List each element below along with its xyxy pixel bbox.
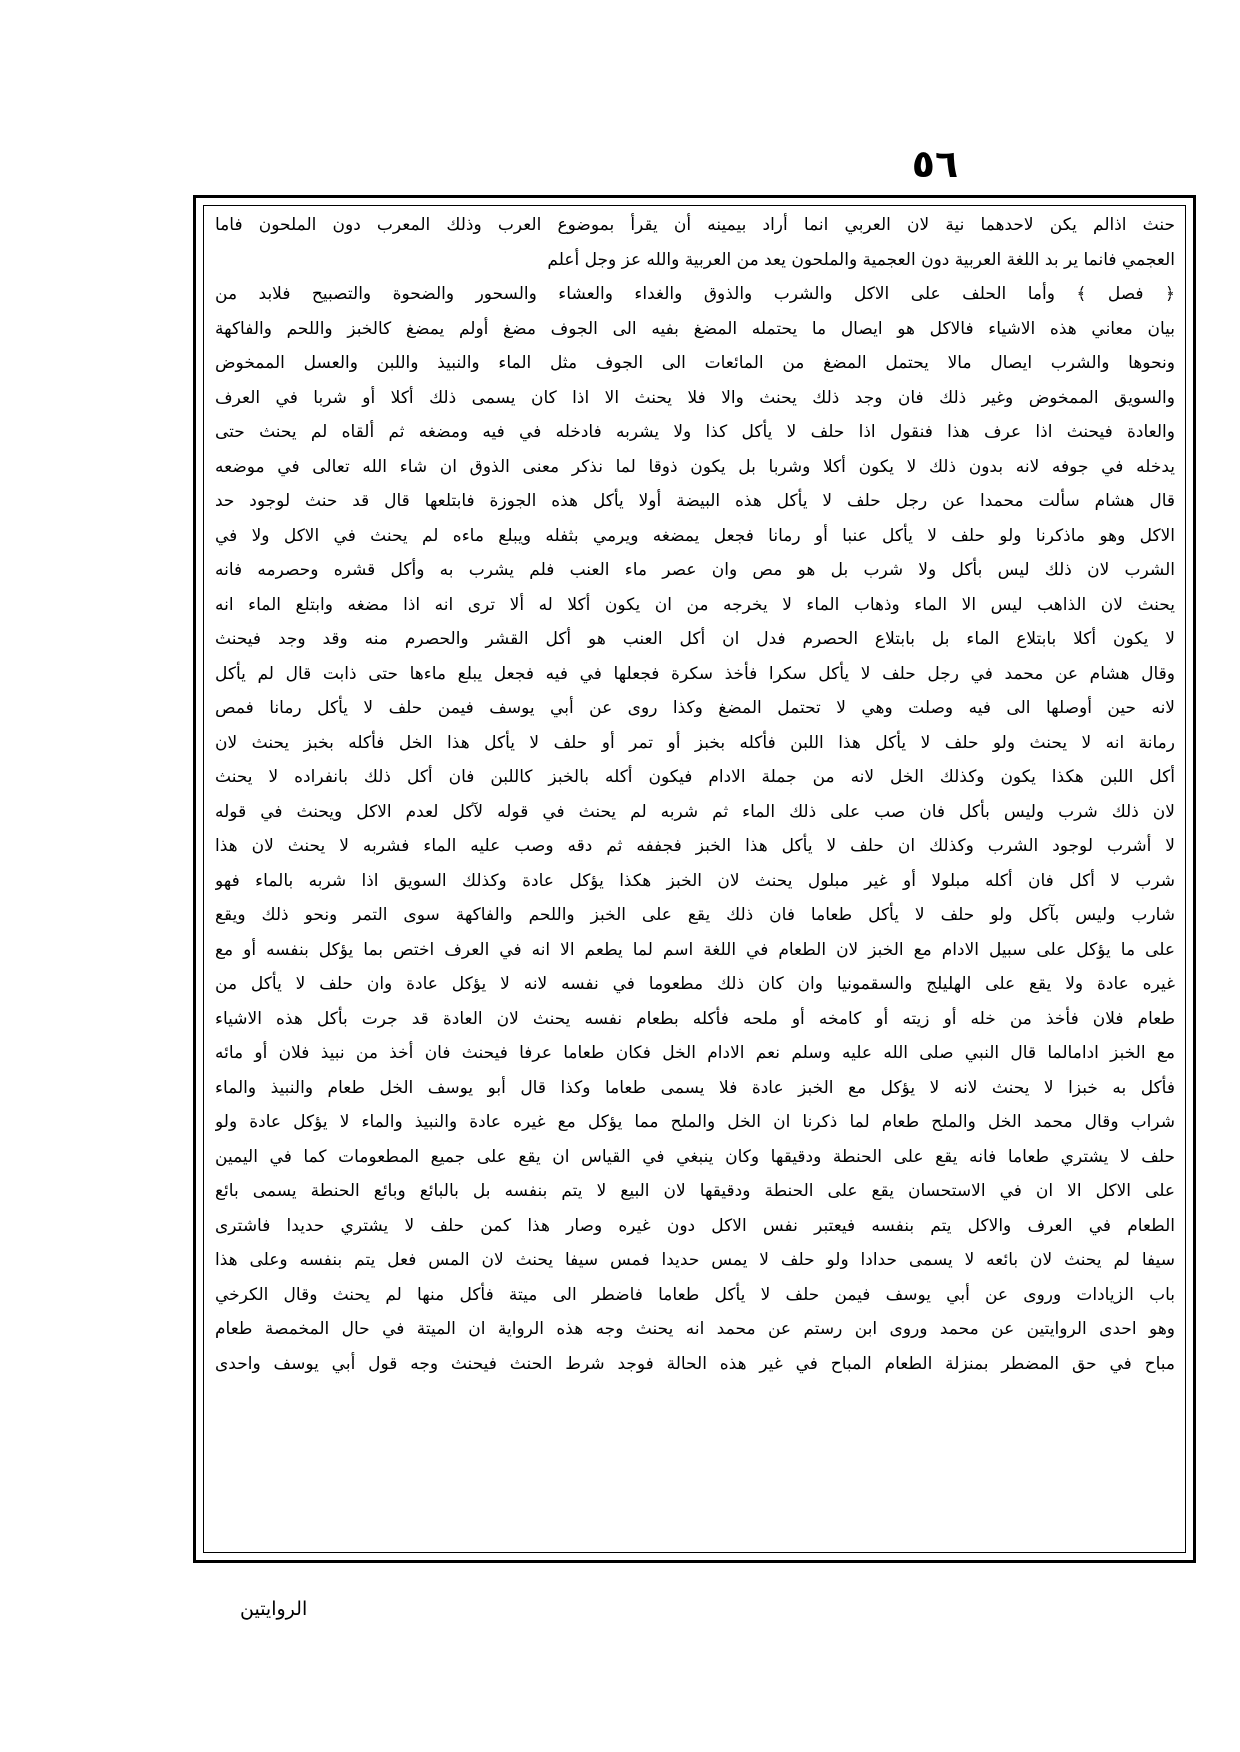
text-line: سيفا لم يحنث لان بائعه لا يسمى حدادا ولو حلف لا يمس حديدا فمس سيفا يحنث لان المس فعل يتم بنفسه وعلى هذا [215, 1250, 1175, 1270]
text-line: مع الخبز ادامالما قال النبي صلى الله عليه وسلم نعم الادام الخل فكان طعاما عرفا فيحنث فان أخذ من نبيذ فلان أو مائه [215, 1043, 1175, 1063]
catchword: الروايتين [240, 1598, 308, 1620]
text-line: يحنث لان الذاهب ليس الا الماء وذهاب الماء لا يخرجه من ان يكون أكلا له ألا ترى انه اذا مضغه وابتلع الماء انه [215, 594, 1175, 615]
text-line: شرب لا أكل فان أكله مبلولا أو غير مبلول يحنث لان الخبز هكذا يؤكل عادة وكذلك السويق اذا شربه بالماء فهو [215, 870, 1175, 891]
text-line: ونحوها والشرب ايصال مالا يحتمل المضغ من المائعات الى الجوف مثل الماء والنبيذ واللبن والعسل الممخوض [215, 353, 1175, 373]
text-line: الاكل وهو ماذكرنا ولو حلف لا يأكل عنبا أو رمانا فجعل يمضغه ويرمي بثفله ويبلع ماءه لم يحنث في الاكل ولا في [215, 525, 1175, 546]
text-line: فأكل به خبزا لا يحنث لانه لا يؤكل مع الخبز عادة فلا يسمى طعاما وكذا قال أبو يوسف الخل طعام والنبيذ والماء [215, 1077, 1175, 1098]
text-line: وقال هشام عن محمد في رجل حلف لا يأكل سكرا فأخذ سكرة فجعلها في فيه فجعل يبلع ماءها حتى ذابت قال لم يأكل [215, 663, 1175, 684]
text-line: طعام فلان فأخذ من خله أو زيته أو كامخه أو ملحه فأكله بطعام نفسه يحنث لان العادة قد جرت بأكل هذه الاشياء [215, 1008, 1175, 1029]
text-line: يدخله في جوفه لانه بدون ذلك لا يكون أكلا وشربا بل يكون ذوقا لما نذكر معنى الذوق ان شاء الله تعالى في موضعه [215, 456, 1175, 477]
text-line: شراب وقال محمد الخل والملح طعام لما ذكرنا ان الخل والملح مما يؤكل مع غيره عادة والنبيذ والماء لا يؤكل عادة ولو [215, 1112, 1175, 1132]
text-line: والعادة فيحنث اذا عرف هذا فنقول اذا حلف لا يأكل كذا ولا يشربه فادخله في فيه ومضغه ثم ألقاه لم يحنث حتى [215, 422, 1175, 442]
text-line: على ما يؤكل على سبيل الادام مع الخبز لان الطعام في اللغة اسم لما يطعم الا انه في العرف اختص بما يؤكل بنفسه أو مع [215, 939, 1175, 960]
text-line: رمانة انه لا يحنث ولو حلف لا يأكل هذا اللبن فأكله بخبز أو تمر أو حلف لا يأكل هذا الخل فأكله بخبز يحنث لان [215, 732, 1175, 753]
text-line: ﴿ فصل ﴾ وأما الحلف على الاكل والشرب والذوق والغداء والعشاء والسحور والضحوة والتصبيح فلابد من [215, 284, 1175, 304]
text-line: لا يكون أكلا بابتلاع الماء بل بابتلاع الحصرم فدل ان أكل العنب هو أكل القشر والحصرم منه وقد وجد فيحنث [215, 629, 1175, 649]
text-line: الطعام في العرف والاكل يتم بنفسه فيعتبر نفس الاكل دون غيره وصار هذا كمن حلف لا يشتري حديدا فاشترى [215, 1215, 1175, 1236]
text-line: لان ذلك شرب وليس بأكل فان صب على ذلك الماء ثم شربه لم يحنث في قوله لآكل لعدم الاكل ويحنث في قوله [215, 801, 1175, 822]
text-line: الشرب لان ذلك ليس بأكل ولا شرب بل هو مص وان عصر ماء العنب فلم يشرب به وأكل قشره وحصرمه فانه [215, 560, 1175, 580]
text-line: شارب وليس بآكل ولو حلف لا يأكل طعاما فان ذلك يقع على الخبز واللحم والفاكهة سوى التمر ونحو ذلك ويقع [215, 905, 1175, 925]
body-text [215, 208, 1175, 1553]
text-line: أكل اللبن هكذا يكون وكذلك الخل لانه من جملة الادام فيكون أكله بالخبز كاللبن فان أكل ذلك بانفراده لا يحنث [215, 767, 1175, 787]
text-line: بيان معاني هذه الاشياء فالاكل هو ايصال ما يحتمله المضغ بفيه الى الجوف مضغ أولم يمضغ كالخبز واللحم والفاكهة [215, 318, 1175, 339]
text-line: غيره عادة ولا يقع على الهليلج والسقمونيا وان كان ذلك مطعوما في نفسه لانه لا يؤكل عادة وان حلف لا يأكل من [215, 974, 1175, 994]
text-line: حلف لا يشتري طعاما فانه يقع على الحنطة ودقيقها وكان ينبغي في القياس ان يقع على جميع المطعومات كما في اليمين [215, 1146, 1175, 1167]
text-line: العجمي فانما ير بد اللغة العربية دون العجمية والملحون يعد من العربية والله عز وجل أعلم [547, 249, 1175, 270]
text-line: قال هشام سألت محمدا عن رجل حلف لا يأكل هذه البيضة أولا يأكل هذه الجوزة فابتلعها قال قد حنث لوجود حد [215, 491, 1175, 511]
text-line: لا أشرب لوجود الشرب وكذلك ان حلف لا يأكل هذا الخبز فجففه ثم دقه وصب عليه الماء فشربه لا يحنث لان هذا [215, 836, 1175, 856]
text-line: مباح في حق المضطر بمنزلة الطعام المباح في غير هذه الحالة فوجد شرط الحنث فيحنث وجه قول أبي يوسف واحدى [215, 1353, 1175, 1374]
text-line: على الاكل الا ان في الاستحسان يقع على الحنطة ودقيقها لان البيع لا يتم بنفسه بل بالبائع وبائع الحنطة يسمى بائع [215, 1181, 1175, 1201]
text-line: باب الزيادات وروى عن أبي يوسف فيمن حلف لا يأكل طعاما فاضطر الى ميتة فأكل منها لم يحنث وقال الكرخي [215, 1284, 1175, 1305]
text-line: والسويق الممخوض وغير ذلك فان وجد ذلك يحنث والا فلا يحنث الا اذا كان يسمى ذلك أكلا أو شربا في العرف [215, 387, 1175, 408]
page-number: ٥٦ [911, 142, 959, 186]
text-line: لانه حين أوصلها الى فيه وصلت وهي لا تحتمل المضغ وكذا روى عن أبي يوسف فيمن حلف لا يأكل رمانا فمص [215, 698, 1175, 718]
text-line: حنث اذالم يكن لاحدهما نية لان العربي انما أراد بيمينه أن يقرأ بموضوع العرب وذلك المعرب دون الملحون فاما [215, 215, 1175, 235]
text-line: وهو احدى الروايتين عن محمد وروى ابن رستم عن محمد انه يحنث وجه هذه الرواية ان الميتة في حال المخمصة طعام [215, 1319, 1175, 1339]
